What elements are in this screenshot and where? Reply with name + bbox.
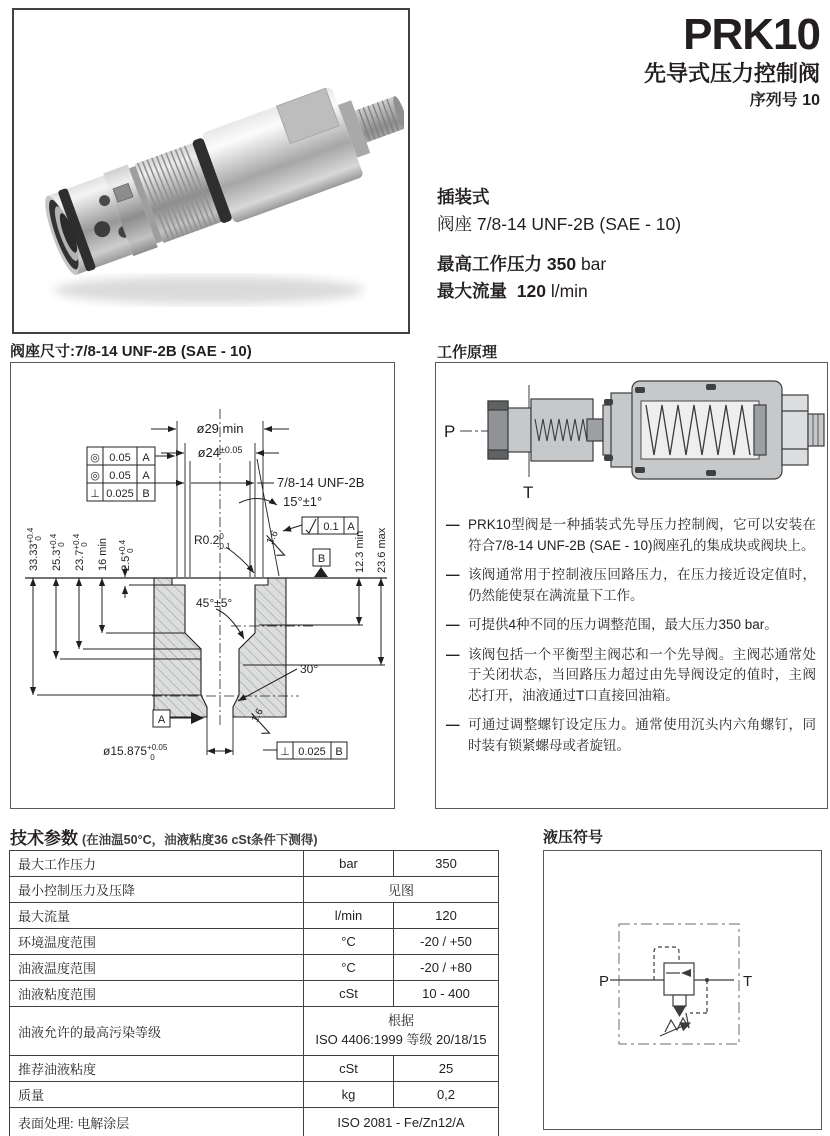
max-flow: 最大流量 120 l/min [437,281,588,301]
param-label: 表面处理: 电解涂层 [10,1108,304,1136]
principle-bullet: — PRK10型阀是一种插装式先导压力控制阀，它可以安装在符合7/8-14 UNF-2B (SAE - 10)阀座孔的集成块或阀块上。 [446,515,816,556]
product-photo-frame [12,8,410,334]
dim-depth123: 12.3 min [354,530,366,573]
table-row [10,1056,499,1082]
specs-conditions: (在油温50°C，油液粘度36 cSt条件下测得) [82,833,318,847]
max-pressure-unit: bar [580,254,607,274]
param-label: 最小控制压力及压降 [10,877,304,903]
svg-text:A: A [347,521,355,533]
dim-angle45: 45°±5° [196,596,233,610]
param-unit: bar [304,851,394,877]
max-flow-unit: l/min [550,281,588,301]
param-label: 推荐油液粘度 [10,1056,304,1082]
dim-angle15: 15°±1° [283,494,323,509]
param-label: 最大工作压力 [10,851,304,877]
svg-text:0.05: 0.05 [109,452,131,464]
dim-thread: 7/8-14 UNF-2B [277,475,365,490]
summary-block [437,184,681,305]
bullet-dash: — [446,646,460,662]
principle-bullet: — 该阀通常用于控制液压回路压力，在压力接近设定值时，仍然能使泵在满流量下工作。 [446,565,816,606]
param-unit: l/min [304,903,394,929]
principle-bullet: — 可通过调整螺钉设定压力。通常使用沉头内六角螺钉，同时装有锁紧螺母或者旋钮。 [446,715,816,756]
svg-text:23.7+0.40: $23.7^{+0.4}0$ [72,533,89,571]
specs-section-title: 技术参数 (在油温50°C，油液粘度36 cSt条件下测得) [10,829,318,848]
param-unit: °C [304,955,394,981]
poppet-neck [673,995,686,1006]
dim-angle30: 30° [300,662,319,676]
title-block [644,12,820,111]
table-row [10,877,499,903]
max-flow-value: 120 [516,281,546,301]
table-row [10,1082,499,1108]
param-label: 质量 [10,1082,304,1108]
bullet-dash: — [446,717,460,733]
principle-section-title: 工作原理 [437,344,498,361]
dim-bore: $ø15.875^{+0.05}$ 0 [103,743,168,762]
table-row [10,903,499,929]
param-value: ISO 2081 - Fe/Zn12/A [304,1108,499,1136]
cross-section-diagram [436,367,825,515]
table-row [10,851,499,877]
surface-finish-frame [302,517,358,534]
symbol-box [543,850,822,1130]
perpendicularity-frame [277,742,347,759]
param-unit: cSt [304,1056,394,1082]
svg-text:B: B [142,488,150,500]
svg-text:◎: ◎ [90,452,100,464]
table-row [10,929,499,955]
cavity-drawing-box [10,362,395,809]
photo-shadow [54,276,364,304]
principle-bullets [446,515,816,765]
principle-box [435,362,828,809]
cavity-section-title: 阀座尺寸:7/8-14 UNF-2B (SAE - 10) [10,343,252,360]
symbol-port-t: T [743,973,753,990]
param-value: 10 - 400 [394,981,499,1007]
svg-text:⊥: ⊥ [90,488,100,500]
cavity-drawing [11,363,392,806]
svg-text:0.025: 0.025 [298,746,326,758]
param-value: 0,2 [394,1082,499,1108]
param-unit: °C [304,929,394,955]
max-pressure-value: 350 [546,254,577,274]
mount-type: 插装式 [437,187,490,207]
svg-text:0.1: 0.1 [323,521,339,533]
dim-d24: $ø24^{\pm 0.05}$ [197,445,243,460]
valve-square [664,963,694,995]
svg-text:16 min: 16 min [97,537,109,571]
param-value: 350 [394,851,499,877]
product-model: PRK10 [683,10,820,59]
table-row [10,1007,499,1056]
principle-bullet: — 该阀包括一个平衡型主阀芯和一个先导阀。主阀芯通常处于关闭状态，当回路压力超过由先导阀设定的值时，主阀芯打开，油液通过T口直接回油箱。 [446,645,816,707]
param-unit: kg [304,1082,394,1108]
svg-text:◎: ◎ [90,470,100,482]
svg-text:33.33+0.40: $33.33^{+0.4}0$ [26,527,43,571]
datum-b [313,549,330,577]
param-value: 120 [394,903,499,929]
roughness-mark-icon [261,528,293,559]
svg-text:1.6: 1.6 [249,706,266,725]
symbol-section-title: 液压符号 [543,829,604,846]
adjust-arrow [660,1023,690,1036]
poppet-triangle-icon [673,1006,686,1017]
port-t-label: T [523,483,534,502]
svg-text:⊥: ⊥ [280,746,290,758]
max-pressure: 最高工作压力 350 bar [437,254,607,274]
cavity-spec: 阀座 7/8-14 UNF-2B (SAE - 10) [437,214,682,234]
bullet-dash: — [446,567,460,583]
principle-bullet: — 可提供4种不同的压力调整范围，最大压力350 bar。 [446,615,816,636]
dim-r02: $R0.2^0$ -0.1 [194,532,231,551]
svg-text:A: A [142,452,150,464]
table-row [10,1108,499,1136]
left-depth-labels [26,527,135,571]
bullet-dash: — [446,617,460,633]
svg-text:B: B [335,746,343,758]
series-number: 序列号 10 [749,92,820,109]
param-label: 油液温度范围 [10,955,304,981]
port-p-label: P [444,422,456,441]
param-value: 根据 ISO 4406:1999 等级 20/18/15 [304,1007,499,1056]
param-label: 环境温度范围 [10,929,304,955]
svg-text:A: A [142,470,150,482]
param-label: 油液粘度范围 [10,981,304,1007]
param-value: -20 / +80 [394,955,499,981]
svg-text:0.025: 0.025 [106,488,134,500]
valve-photo [14,10,404,328]
param-value: -20 / +50 [394,929,499,955]
dim-d29: ø29 min [196,421,244,436]
svg-text:0.05: 0.05 [109,470,131,482]
svg-text:A: A [157,714,166,726]
symbol-port-p: P [599,973,610,990]
param-value: 见图 [304,877,499,903]
table-row [10,981,499,1007]
dim-depth236: 23.6 max [376,527,388,573]
svg-text:1.6: 1.6 [264,528,281,547]
product-subtitle: 先导式压力控制阀 [643,61,820,86]
param-value: 25 [394,1056,499,1082]
svg-text:B: B [317,553,326,565]
hydraulic-symbol [544,851,819,1127]
param-label: 油液允许的最高污染等级 [10,1007,304,1056]
bullet-dash: — [446,517,460,532]
svg-text:25.3+0.40: $25.3^{+0.4}0$ [49,533,66,571]
svg-text:2.5+0.40: $2.5^{+0.4}0$ [118,539,135,571]
param-label: 最大流量 [10,903,304,929]
cartridge-valve [37,66,404,284]
specs-table [9,850,499,1136]
table-row [10,955,499,981]
param-unit: cSt [304,981,394,1007]
